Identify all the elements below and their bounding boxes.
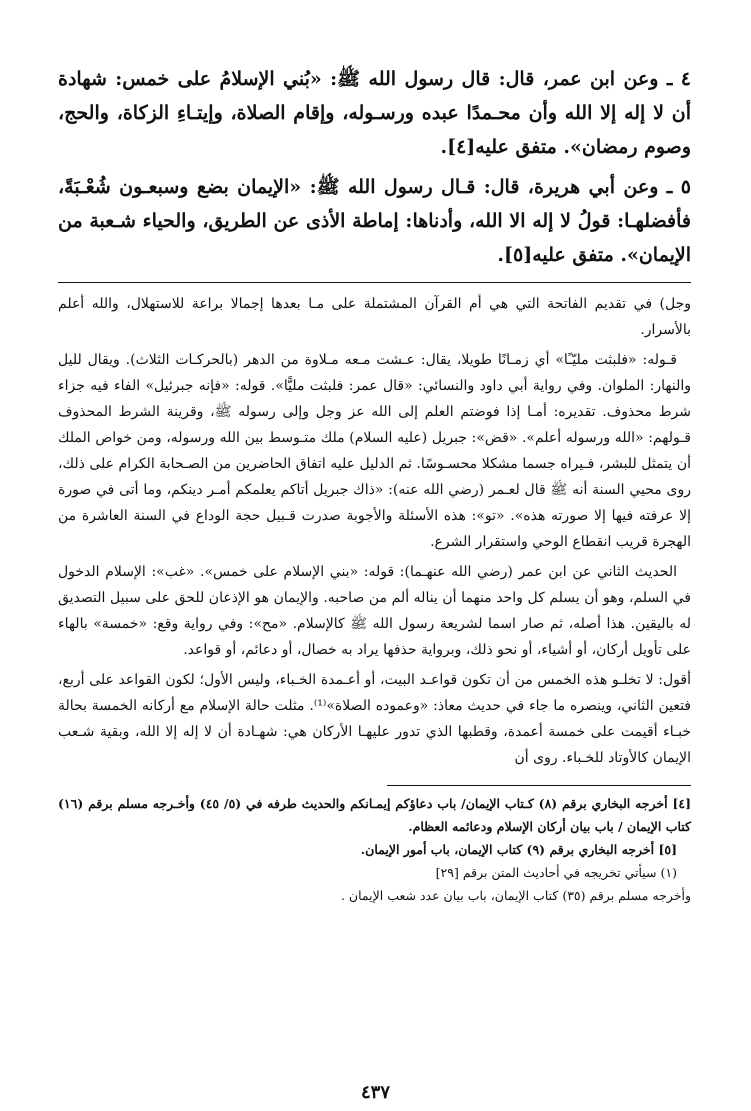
- footnote: [٤] أخرجه البخاري برقم (٨) كـتاب الإيمان/ باب دعاؤكم إيمـانكم والحديث طرفه في (٥/ ٤٥) وأخـرجه مسلم برقم (١٦) كتاب الإيمان / باب بيان أركان الإسلام ودعائمه العظام.: [58, 796, 692, 834]
- footnote: [٥] أخرجه البخاري برقم (٩) كتاب الإيمان، باب أمور الإيمان.: [360, 842, 677, 857]
- commentary-paragraph: الحديث الثاني عن ابن عمر (رضي الله عنهـما): قوله: «بني الإسلام على خمس». «غب»: الإسلام الدخول في السلم، وهو أن يسلم كل واحد منهما أن يناله ألم من صاحبه. والإيمان هو الإذعان للحق على سبيل التصديق له باليقين. هذا أصله، ثم صار اسما لشريعة رسول الله ﷺ كالإسلام. «مح»: وفي رواية وقع: «خمسة» بالهاء على تأويل أركان، أو أشياء، أو نحو ذلك، وبرواية حذفها يراد به خصال، أو دعائم، أو قواعد.: [58, 564, 691, 658]
- hadith-5: ٥ ـ وعن أبي هريرة، قال: قـال رسول الله ﷺ: «الإيمان بضع وسبعـون شُعْـبَةً، فأفضلهـا: قولُ لا إله الا الله، وأدناها: إماطة الأذى عن الطريق، والحياء شـعبة من الإيمان». متفق عليه[٥].: [58, 176, 691, 266]
- commentary-paragraph: أقول: لا تخلـو هذه الخمس من أن تكون قواعـد البيت، أو أعـمدة الخـباء، وليس الأول؛ لكون القواعد على أربع، فتعين الثاني، وينصره ما جاء في حديث معاذ: «وعموده الصلاة»⁽¹⁾. مثلت حالة الإسلام مع أركانه الخمسة بحالة خبـاء أقيمت على خمسة أعمدة، وقطبها الذي تدور عليهـا الأركان هي: شهـادة أن لا إله إلا الله، وبقية شـعب الإيمان كالأوتاد للخـباء. روى أن: [58, 672, 691, 766]
- commentary-paragraph: قـوله: «فلبثت مليّـًا» أي زمـانًا طويلا، يقال: عـشت مـعه مـلاوة من الدهر (بالحركـات الثلاث). ويقال لليل والنهار: الملوان. وفي رواية أبي داود والنسائي: «قال عمر: فلبثت مليًّا». قوله: «فإنه جبرئيل» الفاء فيه جزاء شرط محذوف. تقديره: أمـا إذا فوضتم العلم إلى الله عز وجل وإلى رسوله ﷺ، وقرينة الشرط المحذوف قـولهم: «الله ورسوله أعلم». «قض»: جبريل (عليه السلام) ملك متـوسط بين الله ورسوله، ومن خواص الملك أن يتمثل للبشر، فـيراه جسما مشكلا محسـوسًا. ثم الدليل عليه اتفاق الحاضرين من الصـحابة الكرام على ذلك، روى محيي السنة أنه ﷺ قال لعـمر (رضي الله عنه): «ذاك جبريل أتاكم يعلمكم أمـر دينكم، وما أتى في صورة إلا عرفته فيها إلا صورته هذه». «تو»: هذه الأسئلة والأجوبة صدرت قـبيل حجة الوداع في السنة العاشرة من الهجرة قريب انقطاع الوحي واستقرار الشرع.: [58, 352, 692, 550]
- hadith-4: ٤ ـ وعن ابن عمر، قال: قال رسول الله ﷺ: «بُني الإسلامُ على خمس: شهادة أن لا إله إلا الله وأن محـمدًا عبده ورسـوله، وإقام الصلاة، وإيتـاءِ الزكاة، والحج، وصوم رمضان». متفق عليه[٤].: [58, 68, 691, 158]
- commentary-section: [58, 291, 691, 771]
- hadith-section: [58, 62, 691, 272]
- footnote: وأخرجه مسلم برقم (٣٥) كتاب الإيمان، باب بيان عدد شعب الإيمان .: [340, 888, 691, 903]
- footnotes-section: [58, 792, 691, 907]
- main-divider: [58, 282, 691, 283]
- page: [58, 62, 691, 1091]
- footnote-divider: [387, 785, 691, 786]
- commentary-paragraph: وجل) في تقديم الفاتحة التي هي أم القرآن المشتملة على مـا بعدها إجمالا براعة للاستهلال، والله أعلم بالأسرار.: [58, 296, 691, 338]
- page-number: ٤٣٧: [360, 1082, 390, 1103]
- footnote: (١) سيأتي تخريجه في أحاديث المتن برقم [٢٩]: [435, 865, 677, 880]
